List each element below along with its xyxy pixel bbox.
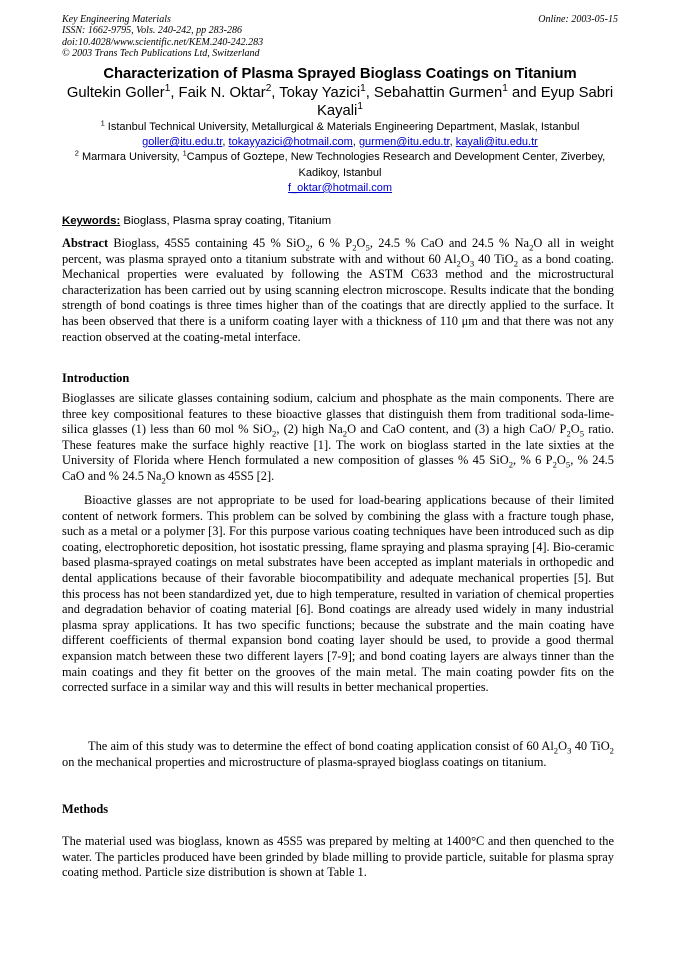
subscript: 2 [529, 242, 534, 253]
subscript: 2 [513, 258, 519, 269]
author-name: , Sebahattin Gurmen [365, 85, 503, 101]
text-run: O known as 45S5 [2]. [165, 468, 275, 483]
text-run: O [558, 739, 568, 753]
author-name: Gultekin Goller [66, 85, 165, 101]
subscript: 5 [365, 242, 370, 253]
text-run: , (2) high Na [276, 422, 343, 437]
text-run: , % 6 P [513, 453, 553, 468]
abstract-paragraph [62, 236, 614, 345]
text-run: The aim of this study was to determine the effect of bond coating application consist of 60 Al [88, 739, 554, 753]
keywords [62, 214, 618, 229]
author-affil-mark: 1 [164, 83, 171, 95]
subscript: 2 [161, 475, 166, 486]
email-separator: , [352, 136, 359, 149]
text-run: 40 TiO [571, 739, 610, 753]
subscript: 3 [469, 258, 475, 269]
affil-mark: 2 [74, 148, 79, 158]
affiliation-2-email [62, 181, 618, 196]
doi-line: doi:10.4028/www.scientific.net/KEM.240-242.283 [62, 36, 264, 48]
text-run: O [460, 251, 470, 266]
text-run: O and CaO content, and (3) a high CaO/ P [347, 422, 567, 437]
issn-line: ISSN: 1662-9795, Vols. 240-242, pp 283-286 [62, 25, 242, 37]
subscript: 2 [272, 428, 277, 439]
text-run: O [570, 422, 580, 437]
affiliation-2 [62, 150, 618, 180]
journal-header [62, 14, 618, 60]
text-run: Bioglasses are silicate glasses containing sodium, calcium and phosphate as the main components. There are three key compositional features to these bioactive glasses that distinguish them from traditional soda-lime-silica glasses (1) less than 60 mol % SiO [62, 391, 614, 437]
text-run: , 24.5 % CaO and 24.5 % Na [369, 236, 530, 250]
author-list [62, 84, 618, 120]
text-run: 40 TiO [474, 251, 514, 266]
intro-paragraph-2: Bioactive glasses are not appropriate to be used for load-bearing applications because of their limited content of network formers. This problem can be solved by combining the glass with a fracture tough phase, such as a metal or a polymer [3]. For this purpose various coating techniques have been introduced such as dip coating, electrophoretic deposition, hot isostatic pressing, flame spraying and plasma spraying [4]. Bio-ceramic based plasma-sprayed coatings on metal substrates have been accepted as implant materials in orthopedic and dental applications because of their favorable biocompatibility and adequate mechanical properties [5]. But this process has not been standardized yet, due to high temperature, resulted in variation of chemical properties and degradation behavior of coating material [6]. Bond coatings are already used widely in many industrial plasma spray applications. It has two specific functions; because the substrate and the main coating have different coefficients of thermal expansion bond coating layer should be used, to provide a good thermal expansion match between these two different layers [7-9]; and bond coating layers are always tinner than the main coatings and they fit better on the grooves of the main metal. The main coating powder fits on the corrected surface in a similar way and this will results in better mechanical properties. [62, 493, 614, 695]
email-separator: , [449, 136, 456, 149]
subscript: 2 [305, 242, 310, 253]
author-affil-mark: 1 [357, 101, 363, 113]
affiliation-2-text-a: Marmara University, [78, 151, 183, 164]
author-name: and Eyup Sabri Kayali [317, 85, 614, 119]
copyright-line: © 2003 Trans Tech Publications Ltd, Switzerland [62, 48, 260, 60]
subscript: 2 [352, 242, 357, 253]
text-run: ratio. These features make the surface highly reactive [1]. The work on bioglass started in the late sixties at the University of Florida where Hench formulated a new composition of glasses % 45 SiO [62, 422, 614, 468]
methods-paragraph-1: The material used was bioglass, known as 45S5 was prepared by melting at 1400°C and then quenched to the water. The particles produced have been grinded by blade milling to provide particle, suitable for plasma spray coating method. Particle size distribution is shown at Table 1. [62, 834, 614, 880]
author-name: , Tokay Yazici [271, 85, 361, 101]
text-run: Bioglass, 45S5 containing 45 % SiO [108, 236, 306, 250]
online-date: Online: 2003-05-15 [538, 14, 618, 25]
affiliations [62, 120, 618, 196]
affil-mark: 1 [100, 118, 105, 128]
email-link[interactable]: f_oktar@hotmail.com [287, 181, 393, 194]
text-run: O [356, 236, 366, 250]
subscript: 5 [579, 428, 585, 439]
affiliation-1-emails [62, 135, 618, 150]
section-heading-introduction: Introduction [62, 371, 130, 385]
email-link[interactable]: gurmen@itu.edu.tr [358, 136, 450, 149]
email-link[interactable]: goller@itu.edu.tr [142, 136, 223, 149]
affiliation-2-text-b: Campus of Goztepe, New Technologies Research and Development Center, Ziverbey, Kadikoy, Istanbul [186, 151, 606, 179]
text-run: as a bond coating. Mechanical properties were evaluated by following the ASTM C633 method and the microstructural characterization has been carried out by using scanning electron microscope. Results indicate that the bonding strength of bond coatings is three times higher than of the coatings that are directly applied to the surface. It has been observed that there is a uniform coating layer with a thickness of 110 μm and that there was not any reaction observed at the coating-metal interface. [62, 251, 614, 344]
text-run: O all in weight percent, was plasma sprayed onto a titanium substrate with and without 60 Al [62, 236, 614, 266]
subscript: 2 [609, 745, 614, 756]
keywords-label: Keywords: [62, 215, 121, 227]
paper-title: Characterization of Plasma Sprayed Bioglass Coatings on Titanium [103, 66, 577, 82]
text-run: , 6 % P [309, 236, 353, 250]
author-name: , Faik N. Oktar [170, 85, 266, 101]
section-heading-methods: Methods [62, 802, 109, 816]
subscript: 2 [342, 428, 348, 439]
abstract-label: Abstract [62, 236, 109, 250]
author-affil-mark: 1 [360, 83, 366, 95]
subscript: 5 [565, 459, 571, 470]
email-link[interactable]: tokayyazici@hotmail.com [228, 136, 353, 149]
text-run: , % 24.5 CaO and % 24.5 Na [62, 453, 614, 483]
subscript: 3 [567, 745, 572, 756]
author-affil-mark: 2 [265, 83, 272, 95]
text-run: on the mechanical properties and microstructure of plasma-sprayed bioglass coatings on titanium. [62, 754, 547, 769]
subscript: 2 [566, 428, 571, 439]
journal-name: Key Engineering Materials [62, 14, 171, 25]
author-affil-mark: 1 [502, 83, 508, 95]
subscript: 2 [508, 459, 514, 470]
text-run: O [556, 453, 566, 468]
email-separator: , [222, 136, 229, 149]
affil-mark: 1 [182, 148, 187, 158]
subscript: 2 [456, 258, 461, 269]
keywords-text: Bioglass, Plasma spray coating, Titanium [120, 215, 332, 227]
intro-paragraph-3 [62, 739, 614, 770]
email-link[interactable]: kayali@itu.edu.tr [455, 136, 538, 149]
subscript: 2 [553, 745, 559, 756]
subscript: 2 [552, 459, 557, 470]
affiliation-1 [62, 120, 618, 135]
intro-paragraph-1 [62, 391, 614, 485]
affiliation-1-text: Istanbul Technical University, Metallurgical & Materials Engineering Department, Maslak, Istanbul [104, 121, 580, 133]
